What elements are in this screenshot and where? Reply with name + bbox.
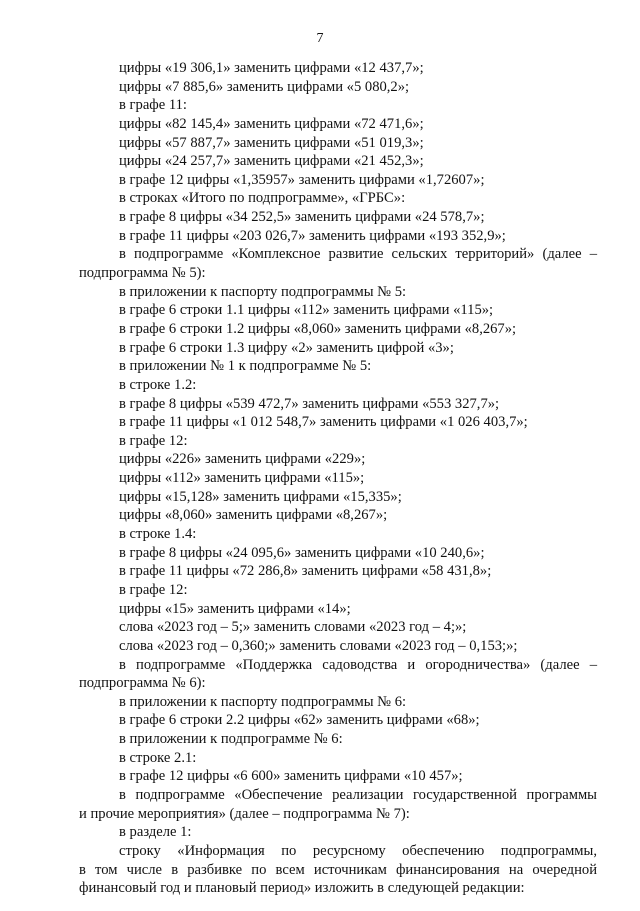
text-line: в строке 2.1: [119, 749, 197, 766]
text-line: в разделе 1: [119, 824, 192, 841]
text-line: в подпрограмме «Поддержка садоводства и огородничества» (далее – [119, 656, 597, 673]
text-line: в графе 8 цифры «34 252,5» заменить цифрами «24 578,7»; [119, 209, 485, 226]
text-line: слова «2023 год – 0,360;» заменить словами «2023 год – 0,153;»; [119, 637, 518, 654]
text-line: и прочие мероприятия» (далее – подпрограмма № 7): [79, 805, 410, 822]
text-line: цифры «112» заменить цифрами «115»; [119, 470, 365, 487]
text-line: в графе 6 строки 1.3 цифру «2» заменить цифрой «3»; [119, 339, 454, 356]
text-line: в графе 8 цифры «539 472,7» заменить цифрами «553 327,7»; [119, 395, 500, 412]
text-line: цифры «82 145,4» заменить цифрами «72 471,6»; [119, 115, 424, 132]
text-line: в приложении к подпрограмме № 6: [119, 731, 343, 748]
text-line: в подпрограмме «Комплексное развитие сельских территорий» (далее – [119, 246, 597, 263]
text-line: подпрограмма № 5): [79, 265, 206, 282]
text-line: в строке 1.4: [119, 526, 197, 543]
text-line: цифры «57 887,7» заменить цифрами «51 019,3»; [119, 134, 424, 151]
text-line: цифры «15,128» заменить цифрами «15,335»; [119, 488, 402, 505]
text-line: цифры «19 306,1» заменить цифрами «12 437,7»; [119, 60, 424, 76]
text-line: в графе 12 цифры «1,35957» заменить цифрами «1,72607»; [119, 171, 485, 188]
text-line: в графе 6 строки 1.2 цифры «8,060» заменить цифрами «8,267»; [119, 320, 517, 337]
text-line: в графе 6 строки 2.2 цифры «62» заменить цифрами «68»; [119, 712, 480, 729]
text-line: цифры «15» заменить цифрами «14»; [119, 600, 351, 617]
text-line: цифры «8,060» заменить цифрами «8,267»; [119, 507, 388, 524]
text-line: в графе 11: [119, 97, 187, 114]
text-line: в строках «Итого по подпрограмме», «ГРБС»: [119, 190, 406, 207]
text-line: в приложении к паспорту подпрограммы № 6: [119, 693, 407, 710]
text-line: в графе 12 цифры «6 600» заменить цифрами «10 457»; [119, 768, 463, 785]
text-line: цифры «7 885,6» заменить цифрами «5 080,2»; [119, 78, 410, 95]
text-line: в графе 12: [119, 432, 188, 449]
text-line: в графе 11 цифры «1 012 548,7» заменить цифрами «1 026 403,7»; [119, 414, 528, 431]
text-line: подпрограмма № 6): [79, 675, 206, 692]
text-line: слова «2023 год – 5;» заменить словами «2023 год – 4;»; [119, 619, 467, 636]
text-line: в приложении № 1 к подпрограмме № 5: [119, 358, 372, 375]
text-line: в графе 11 цифры «203 026,7» заменить цифрами «193 352,9»; [119, 227, 506, 244]
text-line: строку «Информация по ресурсному обеспечению подпрограммы, [119, 842, 597, 859]
text-line: в подпрограмме «Обеспечение реализации государственной программы [119, 786, 597, 803]
text-line: в строке 1.2: [119, 376, 197, 393]
text-line: в том числе в разбивке по всем источникам финансирования на очередной [79, 861, 597, 878]
text-line: в графе 11 цифры «72 286,8» заменить цифрами «58 431,8»; [119, 563, 492, 580]
text-line: в графе 12: [119, 581, 188, 598]
document-body [79, 59, 597, 898]
text-line: цифры «24 257,7» заменить цифрами «21 452,3»; [119, 153, 424, 170]
page-number: 7 [316, 31, 324, 46]
text-line: в графе 8 цифры «24 095,6» заменить цифрами «10 240,6»; [119, 544, 485, 561]
text-line: в приложении к паспорту подпрограммы № 5: [119, 283, 407, 300]
text-line: цифры «226» заменить цифрами «229»; [119, 451, 366, 468]
text-line: финансовый год и плановый период» изложить в следующей редакции: [79, 880, 525, 897]
text-line: в графе 6 строки 1.1 цифры «112» заменить цифрами «115»; [119, 302, 494, 319]
